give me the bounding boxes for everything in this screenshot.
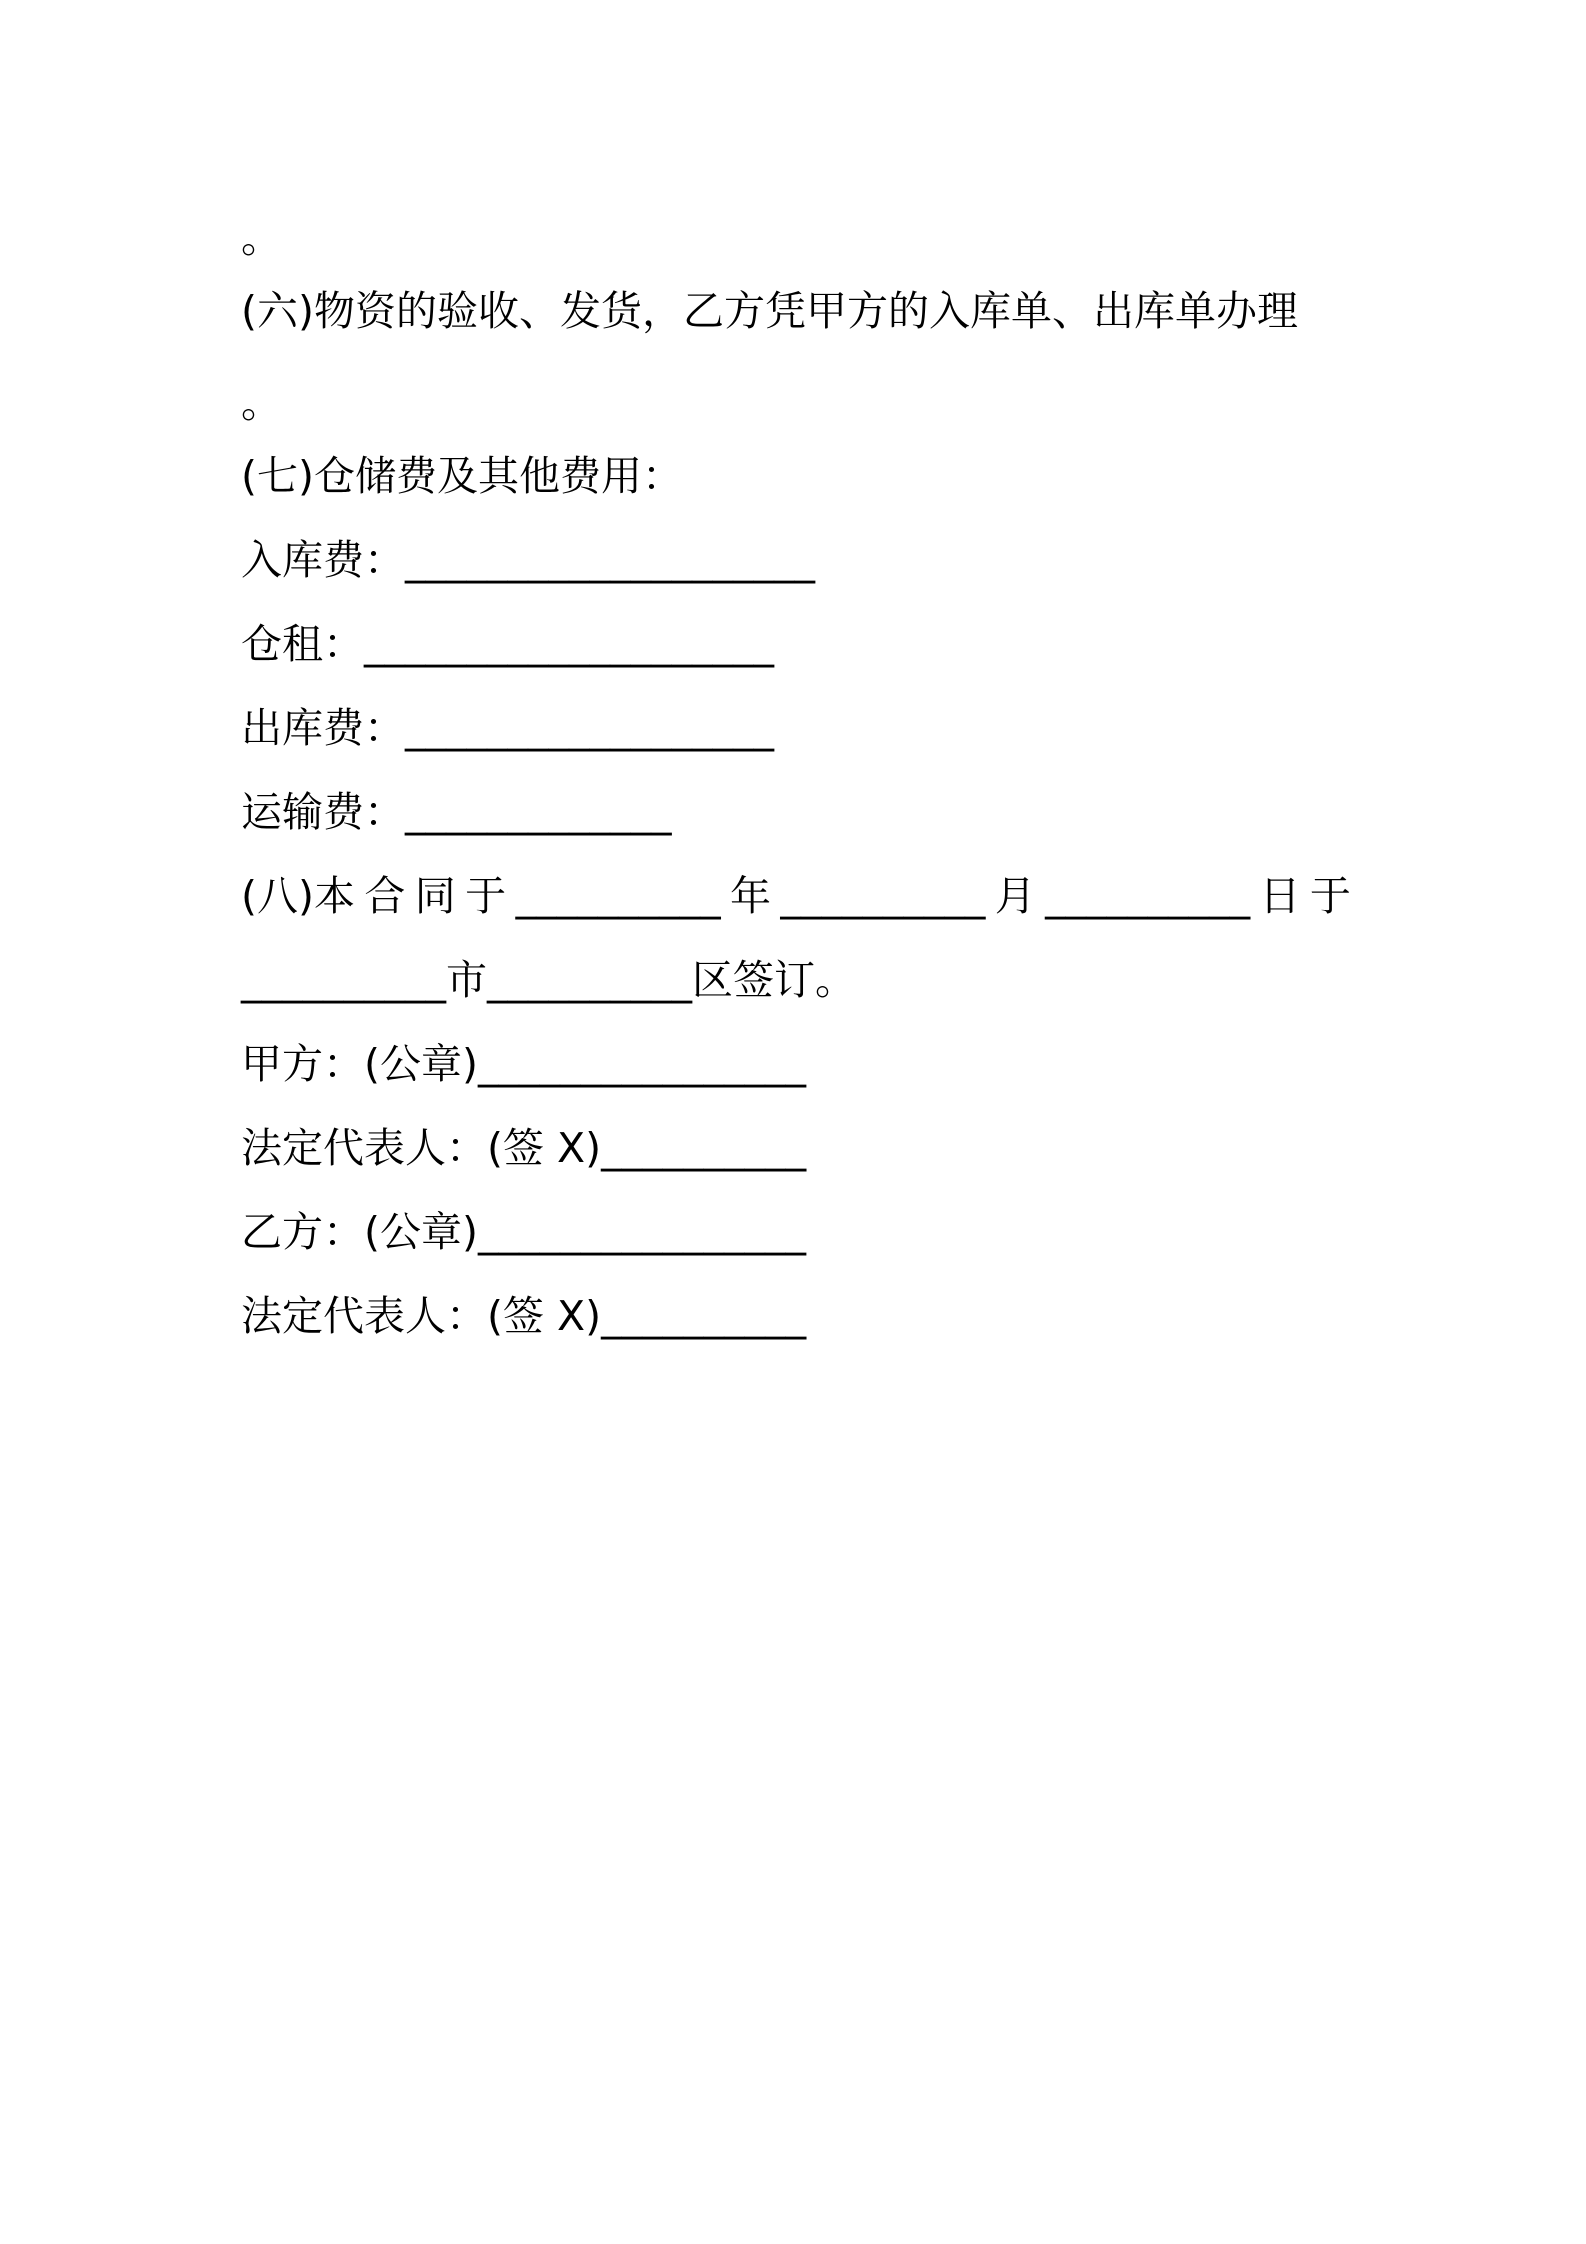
text-line: 。 [241,214,282,262]
district-blank: __________ [487,956,692,1004]
signing-text: 月 [994,872,1036,920]
signing-text: (八)本 [241,872,355,920]
month-blank: __________ [780,872,986,920]
signing-text: 于 [465,872,507,920]
day-blank: __________ [1045,872,1251,920]
fee-line-rent: 仓租：____________________ [241,620,774,668]
signing-text: 同 [414,872,456,920]
signing-text: 区签订。 [692,956,856,1004]
signing-text: 市 [446,956,487,1004]
city-blank: __________ [241,956,446,1004]
party-a-representative-line: 法定代表人：(签 X)__________ [241,1124,807,1172]
text-line: 。 [241,379,282,427]
party-b-seal-line: 乙方：(公章)________________ [241,1208,806,1256]
signing-text: 合 [364,872,406,920]
signing-date-line [241,868,1351,924]
signing-text: 年 [729,872,771,920]
fee-line-outbound: 出库费：__________________ [241,704,774,752]
signing-text: 日 [1259,872,1301,920]
fee-line-transport: 运输费：_____________ [241,788,672,836]
party-a-seal-line: 甲方：(公章)________________ [241,1040,806,1088]
signing-text: 于 [1309,872,1351,920]
text-line: (七)仓储费及其他费用： [241,452,683,500]
text-line: (六)物资的验收、发货，乙方凭甲方的入库单、出库单办理 [241,287,1298,335]
signing-place-line [241,952,856,1008]
party-b-representative-line: 法定代表人：(签 X)__________ [241,1292,807,1340]
year-blank: __________ [515,872,721,920]
fee-line-inbound: 入库费：____________________ [241,536,815,584]
